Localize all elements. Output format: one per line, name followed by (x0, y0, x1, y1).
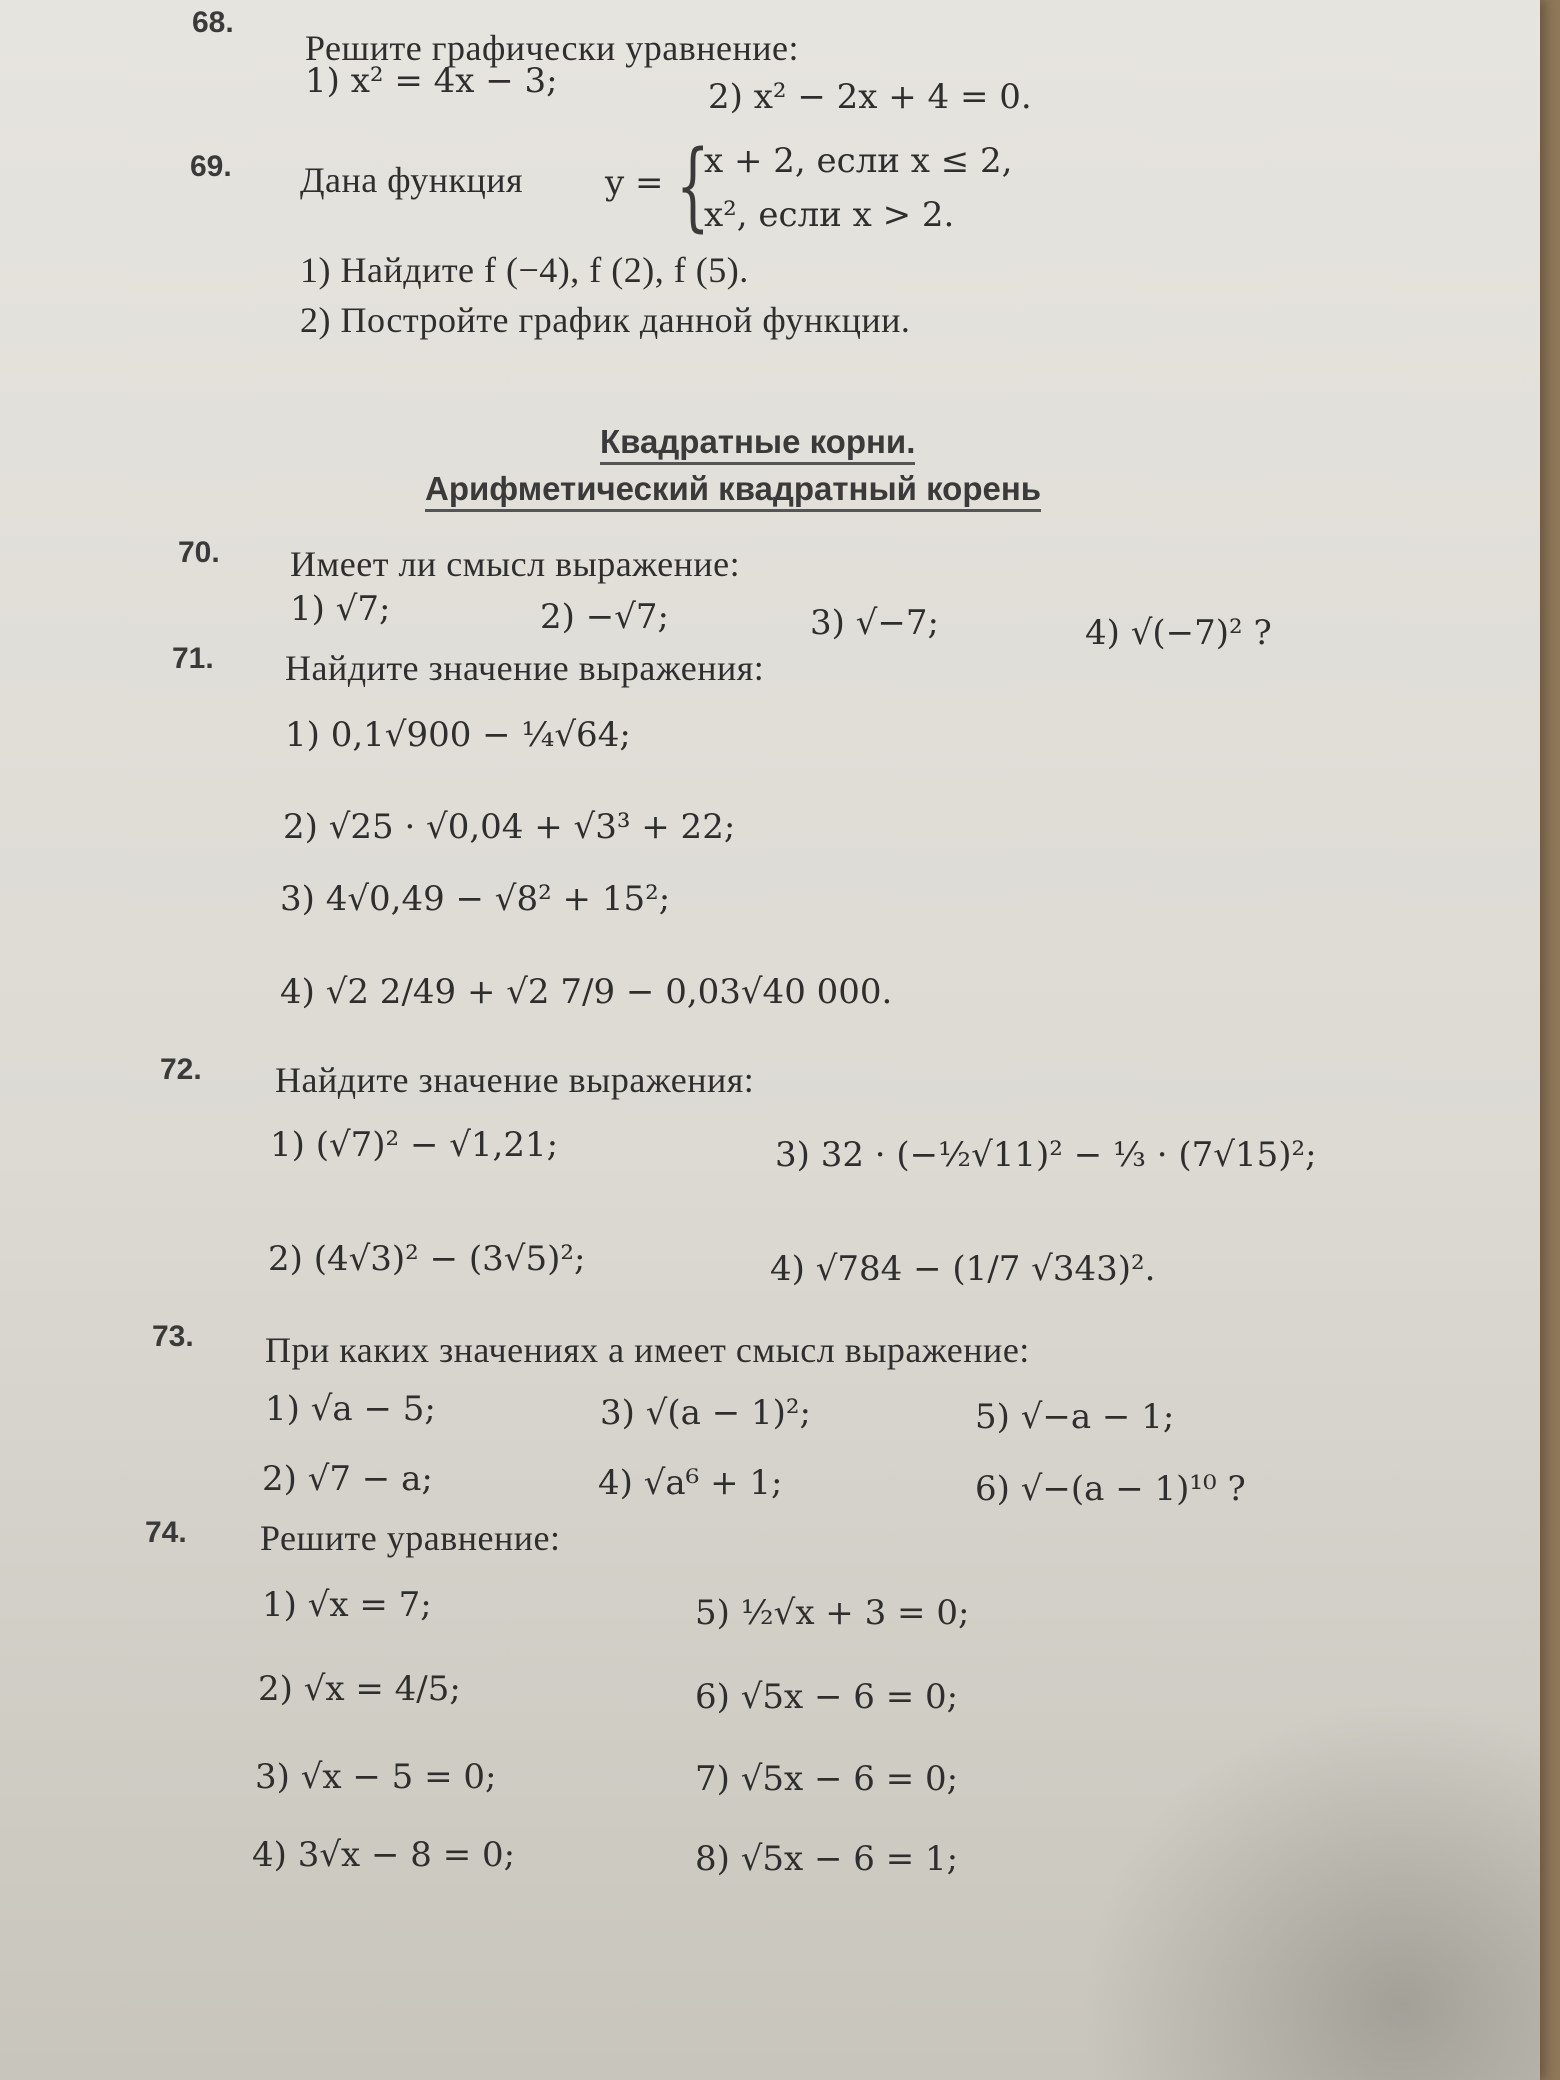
task-74-item-6: 6) √5x − 6 = 0; (695, 1677, 959, 1717)
task-74-item-2: 2) √x = 4/5; (258, 1669, 461, 1709)
task-71-item-3: 3) 4√0,49 − √8² + 15²; (280, 879, 671, 919)
task-72-item-3: 3) 32 · (−½√11)² − ⅓ · (7√15)²; (775, 1135, 1317, 1175)
task-72-number: 72. (160, 1053, 202, 1086)
task-68-prompt: Решите графически уравнение: (305, 28, 800, 68)
page-shadow (1080, 1700, 1540, 2080)
task-71-number: 71. (172, 642, 214, 675)
task-68-item-2: 2) x² − 2x + 4 = 0. (708, 77, 1032, 117)
task-68-number: 68. (192, 6, 234, 39)
task-68-item-1: 1) x² = 4x − 3; (305, 61, 558, 101)
section-title-line-1: Квадратные корни. (600, 425, 915, 465)
task-70-item-3: 3) √−7; (810, 603, 939, 643)
task-74-number: 74. (145, 1516, 187, 1549)
task-70-prompt: Имеет ли смысл выражение: (290, 544, 741, 584)
task-72-prompt: Найдите значение выражения: (275, 1060, 755, 1100)
task-70-item-2: 2) −√7; (540, 597, 669, 637)
task-72-item-1: 1) (√7)² − √1,21; (270, 1125, 559, 1165)
task-70-item-4: 4) √(−7)² ? (1085, 613, 1272, 653)
task-74-item-8: 8) √5x − 6 = 1; (695, 1839, 959, 1879)
task-74-item-4: 4) 3√x − 8 = 0; (252, 1835, 516, 1875)
task-69-case-1: x + 2, если x ≤ 2, (704, 141, 1013, 181)
section-title-line-2: Арифметический квадратный корень (425, 472, 1041, 512)
task-70-number: 70. (178, 536, 220, 569)
task-71-item-1: 1) 0,1√900 − ¼√64; (285, 715, 631, 755)
task-71-item-2: 2) √25 · √0,04 + √3³ + 22; (283, 807, 736, 847)
task-69-prompt: Дана функция (300, 160, 524, 200)
task-72-item-4: 4) √784 − (1/7 √343)². (770, 1249, 1156, 1289)
task-69-number: 69. (190, 150, 232, 183)
task-71-item-4: 4) √2 2/49 + √2 7/9 − 0,03√40 000. (280, 972, 893, 1012)
task-69-brace: { (676, 130, 710, 242)
task-69-item-2: 2) Постройте график данной функции. (300, 300, 911, 340)
task-74-item-5: 5) ½√x + 3 = 0; (695, 1593, 970, 1633)
task-74-item-3: 3) √x − 5 = 0; (255, 1757, 497, 1797)
task-69-case-2: x², если x > 2. (704, 195, 955, 235)
task-74-item-1: 1) √x = 7; (262, 1585, 432, 1625)
task-73-prompt: При каких значениях a имеет смысл выражение: (265, 1330, 1030, 1370)
task-69-item-1: 1) Найдите f (−4), f (2), f (5). (300, 250, 749, 290)
task-74-item-7: 7) √5x − 6 = 0; (695, 1759, 959, 1799)
task-69-function-lhs: y = (605, 163, 664, 203)
task-73-item-5: 5) √−a − 1; (975, 1397, 1175, 1437)
task-73-number: 73. (152, 1320, 194, 1353)
task-73-item-6: 6) √−(a − 1)¹⁰ ? (975, 1469, 1246, 1509)
task-73-item-4: 4) √a⁶ + 1; (598, 1463, 783, 1503)
task-73-item-2: 2) √7 − a; (262, 1459, 433, 1499)
task-73-item-3: 3) √(a − 1)²; (600, 1393, 811, 1433)
task-74-prompt: Решите уравнение: (260, 1518, 561, 1558)
task-70-item-1: 1) √7; (290, 589, 391, 629)
task-72-item-2: 2) (4√3)² − (3√5)²; (268, 1239, 586, 1279)
task-73-item-1: 1) √a − 5; (265, 1389, 436, 1429)
task-71-prompt: Найдите значение выражения: (285, 648, 765, 688)
